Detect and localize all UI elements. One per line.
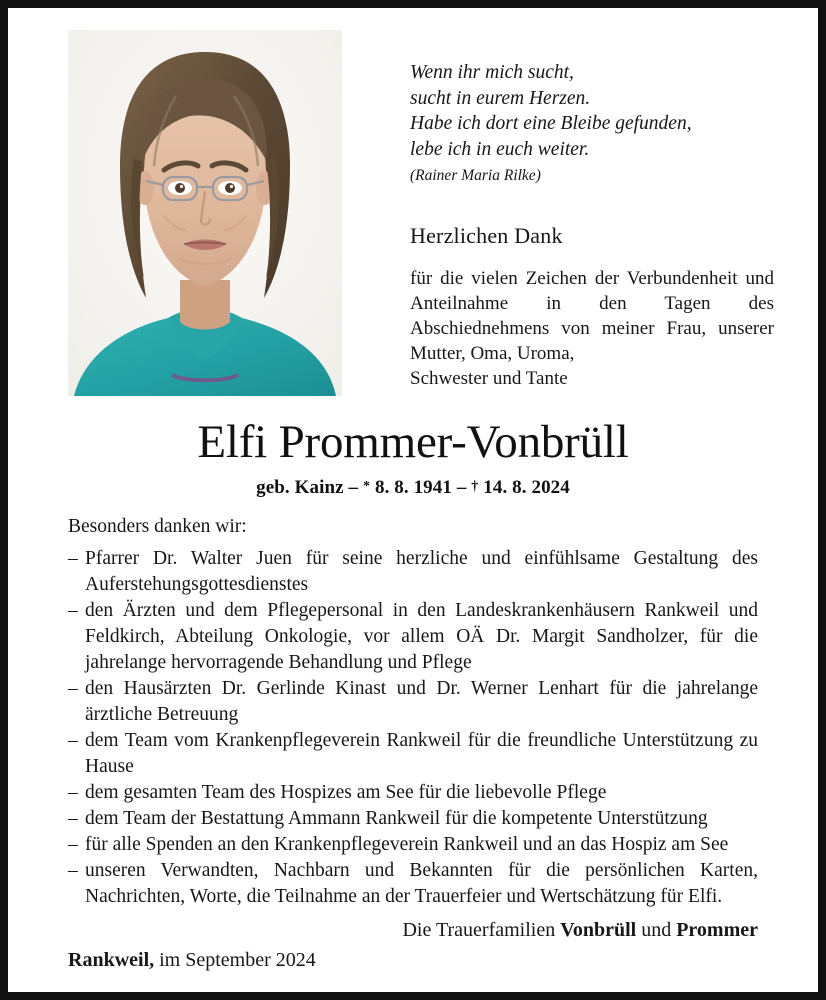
verse-line: Habe ich dort eine Bleibe gefunden,	[410, 113, 692, 134]
thanks-heading: Herzlichen Dank	[410, 223, 563, 248]
mourning-families-line	[68, 916, 758, 944]
list-item	[68, 728, 758, 780]
family-name-one: Vonbrüll	[560, 919, 637, 941]
list-item-text: – dem Team vom Krankenpflegeverein Rankweil für die freundliche Unterstützung zu Hause	[85, 730, 758, 777]
closing-section	[68, 916, 758, 974]
maiden-name: geb. Kainz	[256, 477, 344, 498]
birth-date: 8. 8. 1941	[374, 477, 452, 498]
dates-separator: –	[456, 477, 467, 498]
thanks-list	[68, 546, 758, 910]
family-name-two: Prommer	[676, 919, 758, 941]
list-item-text: – Pfarrer Dr. Walter Juen für seine herzliche und einfühlsame Gestaltung des Auferstehungsgottesdienstes	[85, 548, 758, 595]
birth-symbol: *	[363, 479, 371, 494]
thanks-list-section	[68, 514, 758, 910]
list-item-text: – den Ärzten und dem Pflegepersonal in den Landeskrankenhäusern Rankweil und Feldkirch, Abteilung Onkologie, vor allem OÄ Dr. Margit Sandholzer, für die jahrelange hervorragende Behandlung und Pflege	[85, 600, 758, 673]
notice-header-area	[8, 8, 818, 396]
verse-and-thanks-column	[410, 60, 774, 391]
death-symbol: †	[471, 479, 479, 494]
place-and-date-line	[68, 946, 758, 974]
death-date: 14. 8. 2024	[483, 477, 570, 498]
list-item	[68, 598, 758, 676]
list-item-text: – den Hausärzten Dr. Gerlinde Kinast und Dr. Werner Lenhart für die jahrelange ärztliche Betreuung	[85, 678, 758, 725]
thanks-body	[410, 266, 774, 391]
notice-date: im September 2024	[154, 949, 316, 971]
name-block	[8, 414, 818, 500]
verse-author: (Rainer Maria Rilke)	[410, 167, 541, 184]
notice-inner-paper	[8, 8, 818, 992]
list-item	[68, 806, 758, 832]
families-conjunction: und	[636, 919, 677, 941]
deceased-name: Elfi Prommer-Vonbrüll	[197, 416, 629, 468]
place-name: Rankweil,	[68, 949, 155, 971]
list-item	[68, 858, 758, 910]
list-item-text: – dem gesamten Team des Hospizes am See für die liebevolle Pflege	[85, 782, 607, 803]
list-item-text: – dem Team der Bestattung Ammann Rankweil für die kompetente Unterstützung	[85, 808, 708, 829]
life-dates	[8, 474, 818, 500]
thanks-list-intro: Besonders danken wir:	[68, 516, 247, 537]
portrait-photo	[68, 30, 342, 396]
list-item	[68, 676, 758, 728]
verse-line: Wenn ihr mich sucht,	[410, 62, 574, 83]
list-item	[68, 780, 758, 806]
dates-separator: –	[348, 477, 359, 498]
verse-text	[410, 60, 774, 162]
families-prefix: Die Trauerfamilien	[402, 919, 561, 941]
portrait-photo-illustration	[68, 30, 342, 396]
thanks-body-last-line: Schwester und Tante	[410, 368, 568, 389]
thanks-body-text: für die vielen Zeichen der Verbundenheit und Anteilnahme in den Tagen des Abschiednehmens von meiner Frau, unserer Mutter, Oma, Uroma,	[410, 268, 774, 364]
list-item-text: – für alle Spenden an den Krankenpflegeverein Rankweil und an das Hospiz am See	[85, 834, 729, 855]
list-item	[68, 546, 758, 598]
list-item	[68, 832, 758, 858]
list-item-text: – unseren Verwandten, Nachbarn und Bekannten für die persönlichen Karten, Nachrichten, Worte, die Teilnahme an der Trauerfeier und Wertschätzung für Elfi.	[85, 860, 758, 907]
verse-line: sucht in eurem Herzen.	[410, 87, 591, 109]
verse-line: lebe ich in euch weiter.	[410, 138, 590, 160]
